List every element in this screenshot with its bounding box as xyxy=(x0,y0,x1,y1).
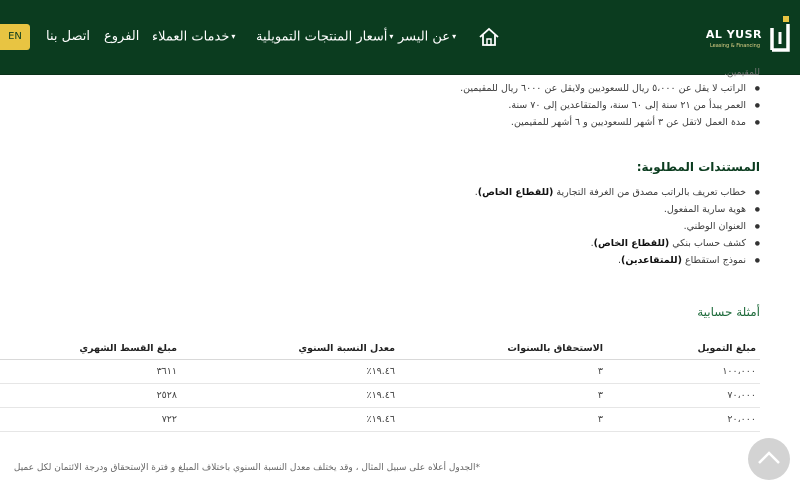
list-item: ● خطاب تعريف بالراتب مصدق من الغرفة التجارية (للقطاع الخاص). xyxy=(0,184,760,201)
header-years: الاستحقاق بالسنوات xyxy=(399,337,607,360)
documents-title: المستندات المطلوبة: xyxy=(636,160,760,174)
header-amount: مبلغ التمويل xyxy=(607,337,760,360)
logo-text: AL YUSR xyxy=(705,28,762,41)
nav-about[interactable]: عن اليسر ▾ xyxy=(398,29,457,45)
nav-branches[interactable]: الفروع xyxy=(104,29,140,44)
header-apr: معدل النسبة السنوي xyxy=(181,337,399,360)
chevron-down-icon: ▾ xyxy=(389,32,394,41)
logo-subtitle: Leasing & Financing xyxy=(709,43,760,49)
cell-years: ٣ xyxy=(399,384,607,408)
cell-monthly: ٧٢٢ xyxy=(0,408,181,432)
main-nav xyxy=(0,24,520,50)
requirements-section xyxy=(0,68,760,131)
cell-amount: ٧٠،٠٠٠ xyxy=(607,384,760,408)
documents-list xyxy=(0,184,760,269)
header-monthly: مبلغ القسط الشهري xyxy=(0,337,181,360)
nav-financing-prices[interactable]: أسعار المنتجات التمويلية ▾ xyxy=(256,29,394,45)
chevron-up-icon xyxy=(748,438,790,480)
chevron-down-icon: ▾ xyxy=(231,32,236,41)
cell-monthly: ٣٦١١ xyxy=(0,360,181,384)
list-item: ● العنوان الوطني. xyxy=(0,218,760,235)
requirements-cut-text: للمقيمين. xyxy=(724,68,760,78)
chevron-down-icon: ▾ xyxy=(452,32,457,41)
cell-apr: ١٩.٤٦٪ xyxy=(181,384,399,408)
footnote-container xyxy=(0,455,480,475)
logo[interactable] xyxy=(705,12,794,60)
footnote: *الجدول أعلاه على سبيل المثال ، وقد يختلف معدل النسبة السنوي باختلاف المبلغ و فترة الإستحقاق ودرجة الائتمان لكل عميل xyxy=(13,463,480,473)
nav-customer-services[interactable]: خدمات العملاء ▾ xyxy=(152,29,236,45)
nav-contact[interactable]: اتصل بنا xyxy=(46,29,90,44)
cell-years: ٣ xyxy=(399,408,607,432)
cell-years: ٣ xyxy=(399,360,607,384)
home-icon[interactable] xyxy=(478,27,500,47)
table-row xyxy=(0,360,760,384)
cell-amount: ٢٠،٠٠٠ xyxy=(607,408,760,432)
requirements-list xyxy=(0,80,760,131)
cell-monthly: ٢٥٢٨ xyxy=(0,384,181,408)
table-row xyxy=(0,384,760,408)
calc-section xyxy=(0,305,760,319)
list-item: ● الراتب لا يقل عن ٥،٠٠٠ ريال للسعوديين ولايقل عن ٦٠٠٠ ريال للمقيمين. xyxy=(0,80,760,97)
calc-table xyxy=(0,337,760,432)
calc-title: أمثلة حسابية xyxy=(697,305,760,319)
cell-apr: ١٩.٤٦٪ xyxy=(181,408,399,432)
list-item: ● مدة العمل لاتقل عن ٣ أشهر للسعوديين و ٦ أشهر للمقيمين. xyxy=(0,114,760,131)
list-item: ● العمر يبدأ من ٢١ سنة إلى ٦٠ سنة، والمتقاعدين إلى ٧٠ سنة. xyxy=(0,97,760,114)
table-row xyxy=(0,408,760,432)
list-item: ● كشف حساب بنكي (للقطاع الخاص). xyxy=(0,235,760,252)
list-item: ● هوية سارية المفعول. xyxy=(0,201,760,218)
cell-apr: ١٩.٤٦٪ xyxy=(181,360,399,384)
table-header-row xyxy=(0,337,760,360)
documents-section xyxy=(0,160,760,269)
scroll-to-top-button[interactable] xyxy=(748,438,790,480)
site-header xyxy=(0,0,800,75)
logo-mark-icon xyxy=(766,14,794,54)
cell-amount: ١٠٠،٠٠٠ xyxy=(607,360,760,384)
language-toggle[interactable]: EN xyxy=(0,24,30,50)
list-item: ● نموذج استقطاع (للمتقاعدين). xyxy=(0,252,760,269)
